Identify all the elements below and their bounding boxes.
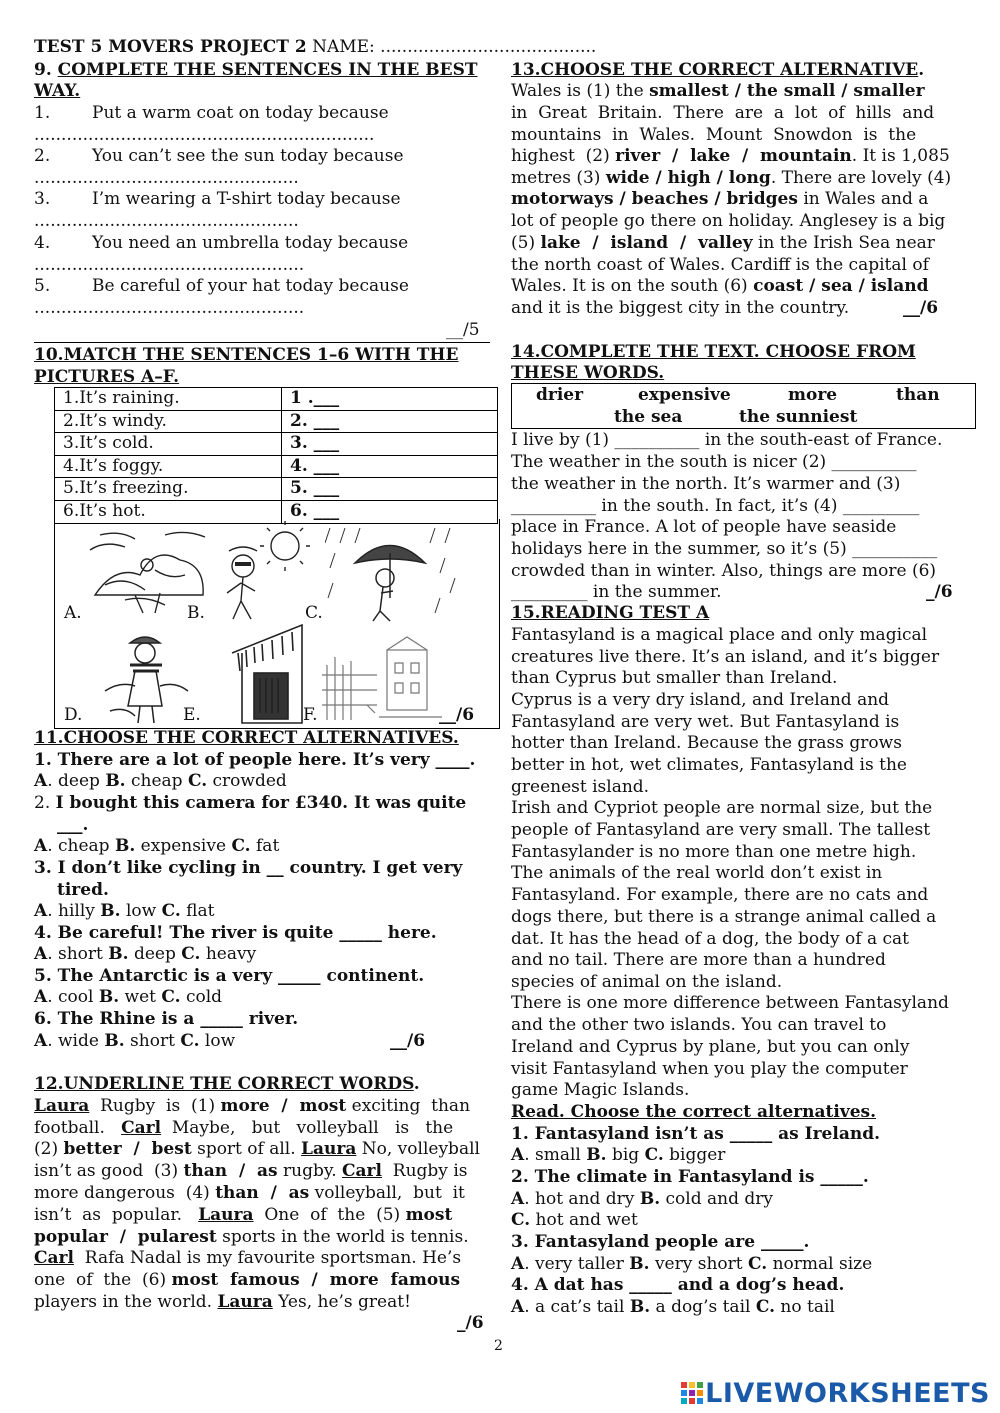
- s9-divider: [34, 342, 490, 343]
- match-sentence: 2.It’s windy.: [55, 410, 282, 433]
- table-row: [55, 455, 498, 478]
- s15-options-4[interactable]: A. a cat’s tail B. a dog’s tail C. no tail: [511, 1297, 835, 1317]
- s9-answer-line[interactable]: .................................................: [34, 168, 299, 188]
- s12-line-7: popular / pularest sports in the world is tennis.: [34, 1227, 469, 1247]
- s15-options-1[interactable]: A. small B. big C. bigger: [511, 1145, 726, 1165]
- choice-than-as-2[interactable]: than / as: [215, 1183, 310, 1203]
- s9-item-number: 1.: [34, 103, 51, 123]
- choice-most-more-famous[interactable]: most famous / more famous: [171, 1270, 461, 1290]
- choice-motorways-beaches-bridges[interactable]: motorways / beaches / bridges: [511, 189, 798, 209]
- s15-p4-l2: Fantasyland. For example, there are no cats and: [511, 885, 929, 905]
- s11-options-1[interactable]: A. deep B. cheap C. crowded: [34, 771, 287, 791]
- s10-title-line2: PICTURES A–F.: [34, 367, 179, 387]
- s13-line-9: the north coast of Wales. Cardiff is the capital of: [511, 255, 929, 275]
- s14-line-4: __________ in the south. In fact, it’s (4) _________: [511, 496, 920, 516]
- choice-wide-high-long[interactable]: wide / high / long: [605, 168, 771, 188]
- s9-item-text: You need an umbrella today because: [92, 233, 409, 253]
- s11-question-3: 3. I don’t like cycling in __ country. I get very: [34, 858, 463, 878]
- s12-line-8: Carl Rafa Nadal is my favourite sportsman. He’s: [34, 1248, 462, 1268]
- s12-line-2: football. Carl Maybe, but volleyball is the: [34, 1118, 454, 1138]
- match-answer[interactable]: 3. ___: [282, 433, 498, 456]
- test-title: [34, 37, 596, 59]
- s13-line-10: Wales. It is on the south (6) coast / sea / island: [511, 276, 929, 296]
- cold-person-picture: [100, 631, 190, 726]
- s11-options-3[interactable]: A. hilly B. low C. flat: [34, 901, 215, 921]
- choice-popular-pularest[interactable]: popular / pularest: [34, 1227, 217, 1247]
- s15-p4-l5: and no tail. There are more than a hundred: [511, 950, 886, 970]
- s15-p5-l1: There is one more difference between Fantasyland: [511, 993, 949, 1013]
- picture-label-f: F.: [303, 705, 318, 725]
- s11-question-6: 6. The Rhine is a _____ river.: [34, 1009, 299, 1029]
- s12-line-5: more dangerous (4) than / as volleyball, but it: [34, 1183, 465, 1203]
- s9-item-number: 3.: [34, 189, 51, 209]
- s15-p4-l4: dat. It has the head of a dog, the body of a cat: [511, 929, 909, 949]
- rain-umbrella-picture: [325, 523, 465, 623]
- s14-title-line1: 14.COMPLETE THE TEXT. CHOOSE FROM: [511, 342, 916, 362]
- s12-title: 12.UNDERLINE THE CORRECT WORDS.: [34, 1074, 420, 1094]
- s15-p5-l5: game Magic Islands.: [511, 1080, 690, 1100]
- match-answer[interactable]: 6. ___: [282, 500, 498, 523]
- s15-question-2: 2. The climate in Fantasyland is _____.: [511, 1167, 869, 1187]
- s15-options-2[interactable]: A. hot and dry B. cold and dry: [511, 1189, 773, 1209]
- s9-title-line1: [34, 60, 478, 82]
- choice-more-most[interactable]: more / most: [220, 1096, 347, 1116]
- s15-p1-l2: creatures live there. It’s an island, and it’s bigger: [511, 647, 940, 667]
- s13-line-6: motorways / beaches / bridges in Wales and a: [511, 189, 929, 209]
- s14-title-line2: THESE WORDS.: [511, 363, 665, 383]
- s15-title: 15.READING TEST A: [511, 603, 710, 623]
- table-row: [55, 388, 498, 411]
- picture-label-c: C.: [305, 603, 323, 623]
- s15-options-3[interactable]: A. very taller B. very short C. normal size: [511, 1254, 873, 1274]
- s11-question-1: 1. There are a lot of people here. It’s very ____.: [34, 750, 476, 770]
- s15-p3-l3: Fantasylander is no more than one metre high.: [511, 842, 917, 862]
- s14-line-7: crowded than in winter. Also, things are more (6): [511, 561, 937, 581]
- s9-score[interactable]: __/5: [446, 320, 480, 340]
- s13-line-3: mountains in Wales. Mount Snowdon is the: [511, 125, 917, 145]
- s15-question-3: 3. Fantasyland people are _____.: [511, 1232, 810, 1252]
- s15-p1-l1: Fantasyland is a magical place and only magical: [511, 625, 928, 645]
- s9-item-text: I’m wearing a T-shirt today because: [92, 189, 401, 209]
- s15-read-title: Read. Choose the correct alternatives.: [511, 1102, 877, 1122]
- s13-line-2: in Great Britain. There are a lot of hills and: [511, 103, 935, 123]
- s14-line-8: _________ in the summer.: [511, 582, 722, 602]
- s12-score[interactable]: _/6: [457, 1313, 484, 1333]
- s15-p2-l2: Fantasyland are very wet. But Fantasyland is: [511, 712, 900, 732]
- picture-label-a: A.: [64, 603, 82, 623]
- s14-line-1: I live by (1) __________ in the south-east of France.: [511, 430, 943, 450]
- s15-p4-l3: dogs there, but there is a strange animal called a: [511, 907, 937, 927]
- logo-text: LIVEWORKSHEETS: [705, 1377, 990, 1409]
- match-answer[interactable]: 5. ___: [282, 478, 498, 501]
- s14-line-3: the weather in the north. It’s warmer and (3): [511, 474, 901, 494]
- s15-p2-l3: hotter than Ireland. Because the grass grows: [511, 733, 902, 753]
- s15-question-4: 4. A dat has _____ and a dog’s head.: [511, 1275, 845, 1295]
- s13-line-5: metres (3) wide / high / long. There are lovely (4): [511, 168, 952, 188]
- s15-p5-l4: visit Fantasyland when you play the computer: [511, 1059, 908, 1079]
- picture-label-d: D.: [64, 705, 83, 725]
- hot-sun-picture: [215, 521, 315, 621]
- s15-p5-l3: Ireland and Cyprus by plane, but you can only: [511, 1037, 910, 1057]
- match-sentence: 1.It’s raining.: [55, 388, 282, 411]
- foggy-town-picture: [317, 635, 447, 723]
- s15-p3-l2: people of Fantasyland are very small. The tallest: [511, 820, 931, 840]
- choice-lake-island-valley[interactable]: lake / island / valley: [540, 233, 753, 253]
- s15-p1-l3: than Cyprus but smaller than Ireland.: [511, 668, 838, 688]
- choice-river-lake-mountain[interactable]: river / lake / mountain: [615, 146, 852, 166]
- page-number: 2: [494, 1338, 503, 1354]
- liveworksheets-logo: [681, 1377, 990, 1409]
- s11-options-2[interactable]: A. cheap B. expensive C. fat: [34, 836, 280, 856]
- s12-line-3: (2) better / best sport of all. Laura No, volleyball: [34, 1139, 480, 1159]
- s14-word-box: [511, 383, 976, 429]
- s11-score[interactable]: __/6: [390, 1031, 426, 1051]
- windy-picture: [85, 525, 215, 615]
- table-row: [55, 433, 498, 456]
- s15-p2-l4: better in hot, wet climates, Fantasyland is the: [511, 755, 907, 775]
- s11-question-3-cont: tired.: [57, 880, 109, 900]
- s15-p4-l6: species of animal on the island.: [511, 972, 783, 992]
- s9-title: COMPLETE THE SENTENCES IN THE BEST: [57, 60, 478, 80]
- name-field[interactable]: ........................................: [380, 37, 597, 57]
- s9-item-text: Be careful of your hat today because: [92, 276, 409, 296]
- choice-most-popular[interactable]: most: [405, 1205, 453, 1225]
- s15-p3-l1: Irish and Cypriot people are normal size, but the: [511, 798, 933, 818]
- s14-line-2: The weather in the south is nicer (2) __________: [511, 452, 917, 472]
- s14-line-5: place in France. A lot of people have seaside: [511, 517, 897, 537]
- s12-line-9: one of the (6) most famous / more famous: [34, 1270, 461, 1290]
- s11-question-5: 5. The Antarctic is a very _____ continent.: [34, 966, 425, 986]
- s10-title-line1: 10.MATCH THE SENTENCES 1–6 WITH THE: [34, 345, 459, 365]
- s13-line-11: and it is the biggest city in the country.: [511, 298, 850, 318]
- table-row: [55, 410, 498, 433]
- choice-than-as[interactable]: than / as: [183, 1161, 278, 1181]
- word-more: more: [788, 385, 838, 405]
- s11-question-4: 4. Be careful! The river is quite _____ here.: [34, 923, 437, 943]
- s13-line-8: (5) lake / island / valley in the Irish Sea near: [511, 233, 935, 253]
- choice-coast-sea-island[interactable]: coast / sea / island: [753, 276, 929, 296]
- match-sentence: 6.It’s hot.: [55, 500, 282, 523]
- match-answer[interactable]: 1 .___: [282, 388, 498, 411]
- s13-score[interactable]: __/6: [903, 298, 939, 318]
- s15-options-2-cont[interactable]: C. hot and wet: [511, 1210, 638, 1230]
- s13-line-4: highest (2) river / lake / mountain. It is 1,085: [511, 146, 950, 166]
- s11-question-2: 2. I bought this camera for £340. It was quite: [34, 793, 467, 813]
- match-answer[interactable]: 2. ___: [282, 410, 498, 433]
- s15-p4-l1: The animals of the real world don’t exist in: [511, 863, 883, 883]
- s13-line-7: lot of people go there on holiday. Anglesey is a big: [511, 211, 946, 231]
- s12-line-6: isn’t as popular. Laura One of the (5) most: [34, 1205, 453, 1225]
- s13-line-1: Wales is (1) the smallest / the small / smaller: [511, 81, 925, 101]
- s10-match-table: [54, 387, 498, 524]
- s14-score[interactable]: _/6: [926, 582, 953, 602]
- picture-label-e: E.: [183, 705, 201, 725]
- s13-title: 13.CHOOSE THE CORRECT ALTERNATIVE.: [511, 60, 925, 80]
- s9-item-number: 5.: [34, 276, 51, 296]
- match-sentence: 5.It’s freezing.: [55, 478, 282, 501]
- s11-title: 11.CHOOSE THE CORRECT ALTERNATIVES.: [34, 728, 459, 748]
- s9-item-number: 2.: [34, 146, 51, 166]
- s15-question-1: 1. Fantasyland isn’t as _____ as Ireland.: [511, 1124, 881, 1144]
- s9-number: 9.: [34, 60, 52, 80]
- s11-options-4[interactable]: A. short B. deep C. heavy: [34, 944, 257, 964]
- title-text: TEST 5 MOVERS PROJECT 2: [34, 37, 307, 57]
- word-the-sea: the sea: [614, 407, 683, 427]
- picture-label-b: B.: [187, 603, 205, 623]
- s9-title-line2: WAY.: [34, 81, 81, 101]
- s12-line-4: isn’t as good (3) than / as rugby. Carl Rugby is: [34, 1161, 468, 1181]
- name-label: NAME:: [312, 37, 375, 57]
- s14-line-6: holidays here in the summer, so it’s (5) __________: [511, 539, 938, 559]
- s11-options-6[interactable]: A. wide B. short C. low: [34, 1031, 236, 1051]
- s15-p5-l2: and the other two islands. You can travel to: [511, 1015, 887, 1035]
- s9-item-text: You can’t see the sun today because: [92, 146, 404, 166]
- freezing-house-picture: [230, 623, 310, 725]
- s9-answer-line[interactable]: ...............................................................: [34, 125, 375, 145]
- s11-options-5[interactable]: A. cool B. wet C. cold: [34, 987, 223, 1007]
- match-sentence: 4.It’s foggy.: [55, 455, 282, 478]
- s10-score[interactable]: __/6: [439, 705, 475, 725]
- s12-line-1: Laura Rugby is (1) more / most exciting than: [34, 1096, 471, 1116]
- match-sentence: 3.It’s cold.: [55, 433, 282, 456]
- table-row: [55, 478, 498, 501]
- choice-smallest[interactable]: smallest / the small / smaller: [649, 81, 925, 101]
- s11-question-2-cont: ___.: [57, 815, 89, 835]
- s15-p2-l5: greenest island.: [511, 777, 650, 797]
- s9-answer-line[interactable]: ..................................................: [34, 255, 305, 275]
- word-drier: drier: [536, 385, 584, 405]
- s9-item-text: Put a warm coat on today because: [92, 103, 389, 123]
- word-expensive: expensive: [638, 385, 731, 405]
- s9-answer-line[interactable]: ..................................................: [34, 298, 305, 318]
- logo-grid-icon: [681, 1382, 703, 1407]
- s12-line-10: players in the world. Laura Yes, he’s great!: [34, 1292, 411, 1312]
- s10-pictures-box: [54, 519, 500, 729]
- word-the-sunniest: the sunniest: [739, 407, 858, 427]
- s9-answer-line[interactable]: .................................................: [34, 211, 299, 231]
- s9-item-number: 4.: [34, 233, 51, 253]
- choice-better-best[interactable]: better / best: [63, 1139, 192, 1159]
- word-than: than: [896, 385, 940, 405]
- match-answer[interactable]: 4. ___: [282, 455, 498, 478]
- s15-p2-l1: Cyprus is a very dry island, and Ireland and: [511, 690, 890, 710]
